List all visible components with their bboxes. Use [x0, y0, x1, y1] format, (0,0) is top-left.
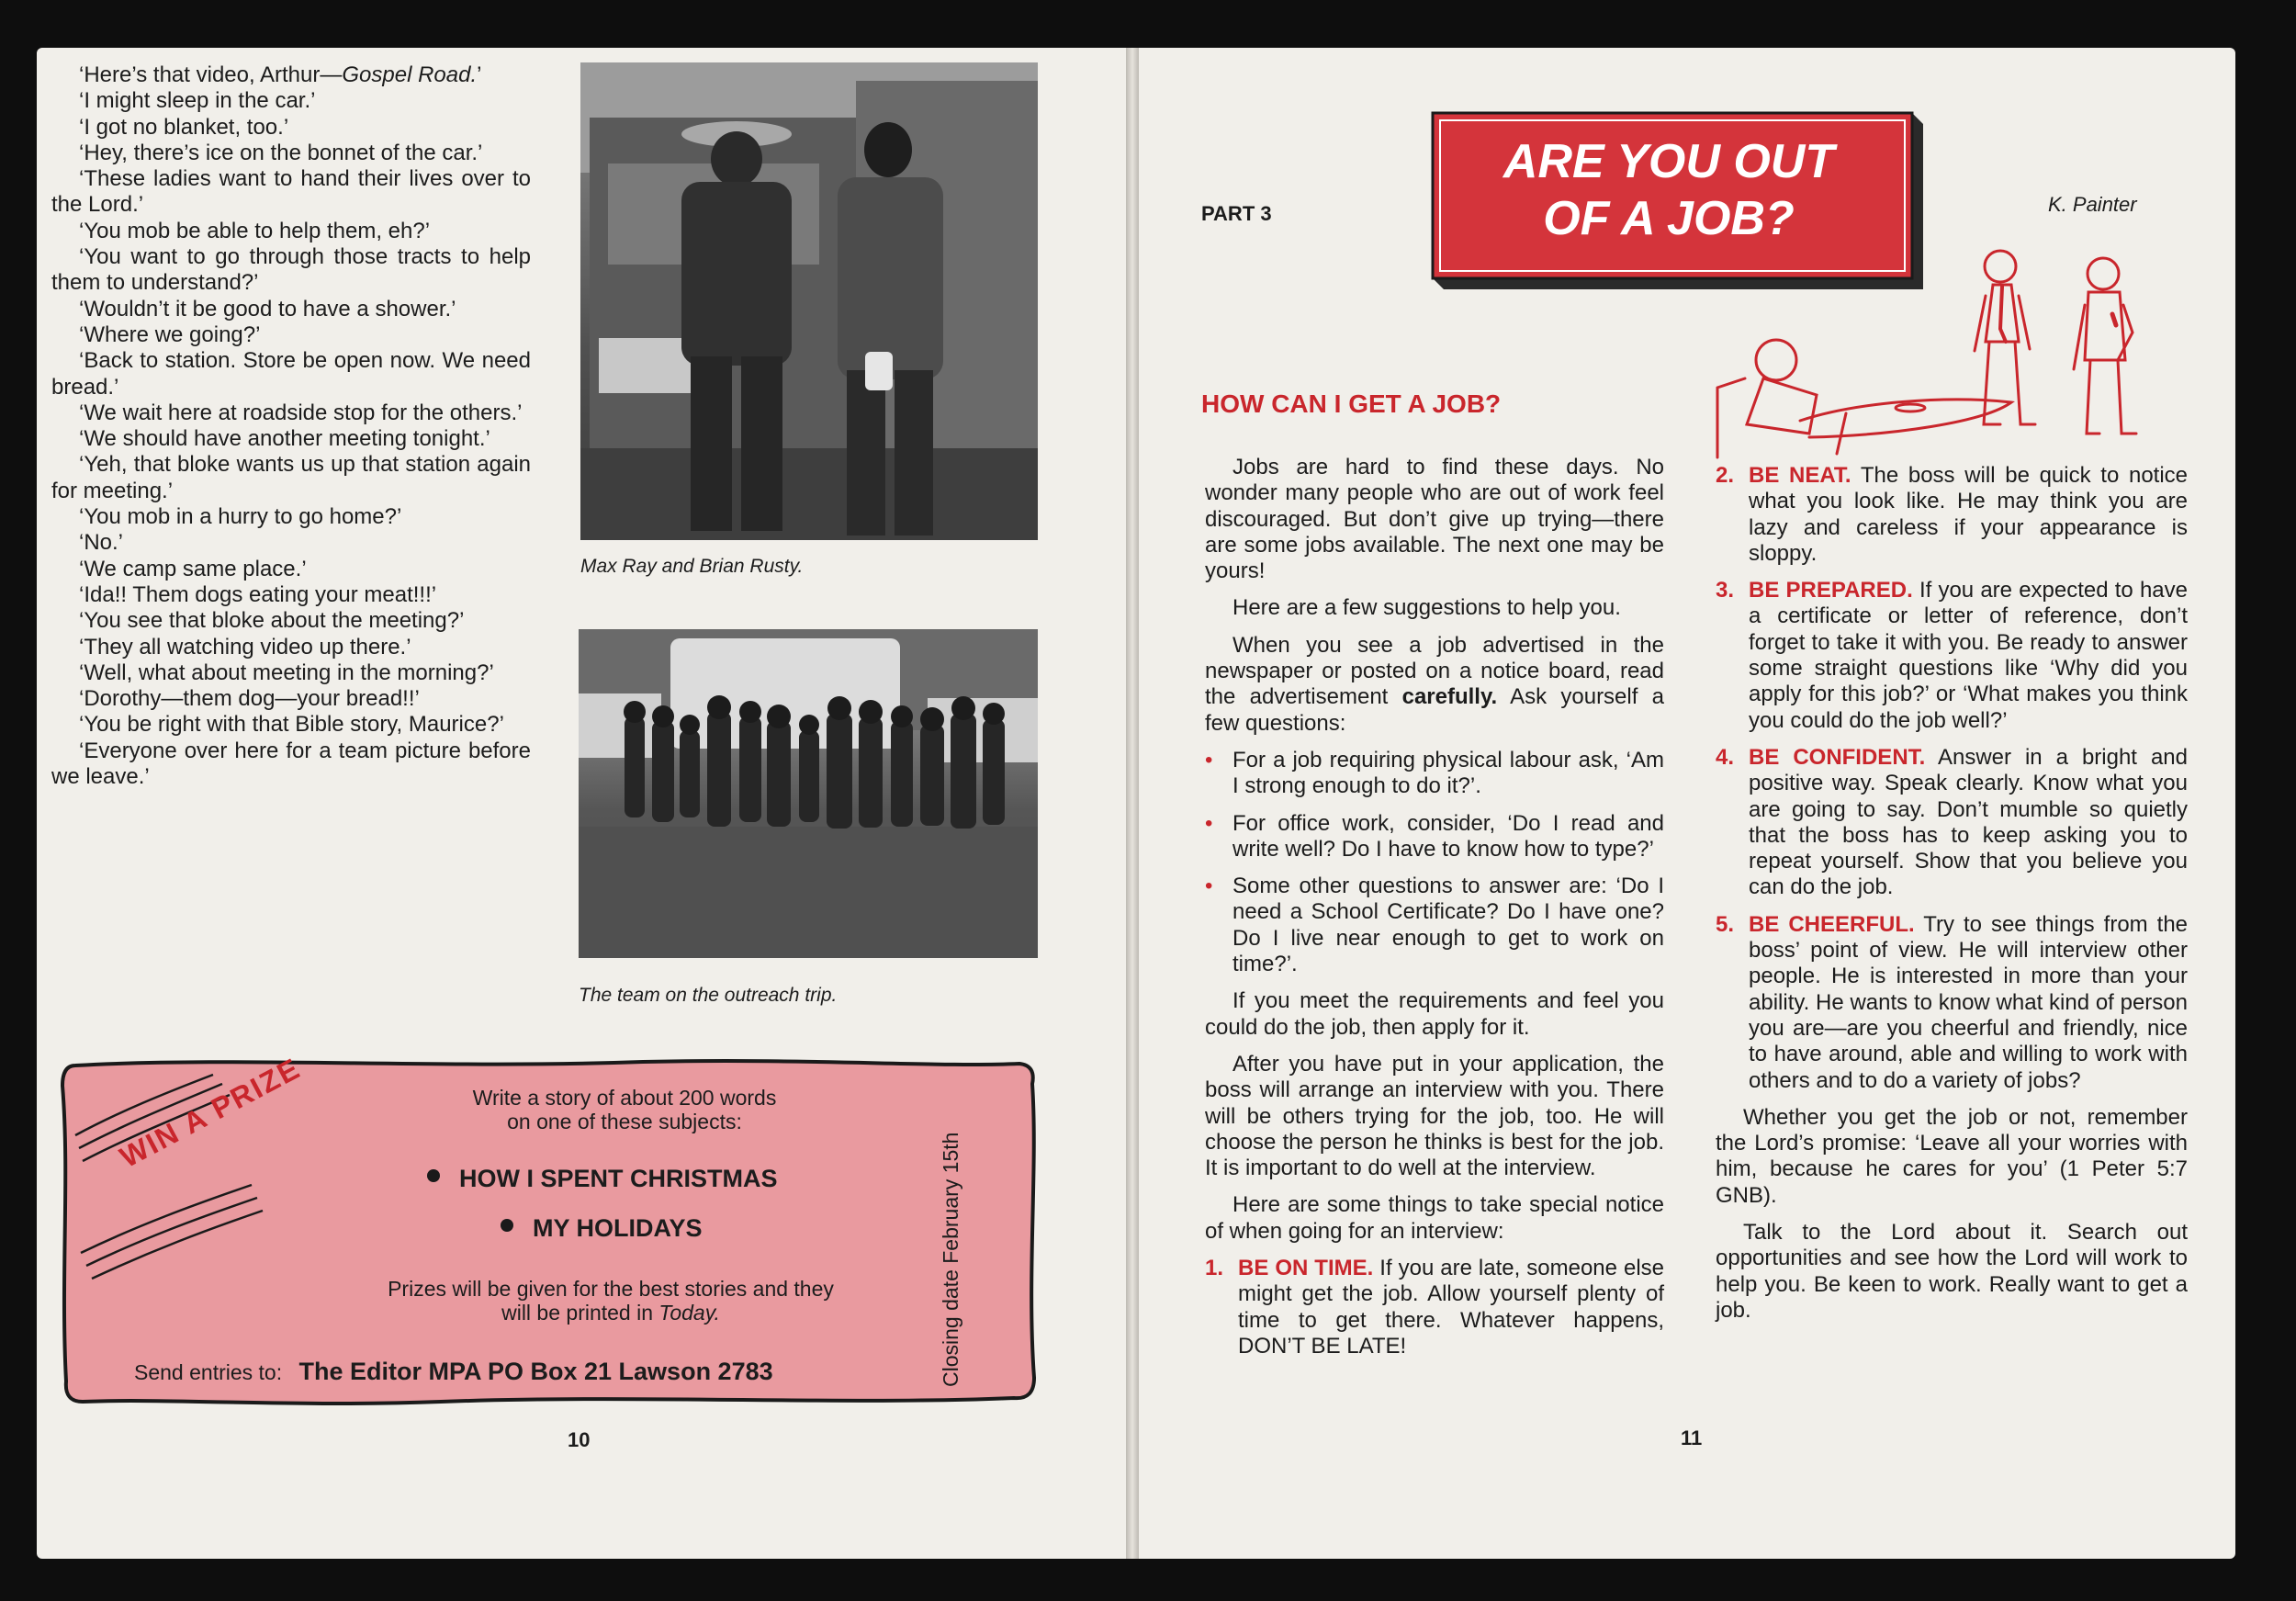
prize-competition-box [55, 1051, 1043, 1411]
title-line-1: ARE YOU OUT [1503, 135, 1835, 188]
tip-5-title: BE CHEERFUL. [1749, 911, 1915, 937]
prize-line-1: Write a story of about 200 words [472, 1086, 777, 1110]
advert-text-2: Ask yourself a few questions: [1205, 684, 1664, 736]
tip-5-text: Try to see things from the boss’ point of view. He will interview other people. He is interested in more than your ability. He wants to know what kind of person you are—are you cheerful and friendly, nice to have around, able and willing to work with others and to do a variety of jobs? [1749, 911, 2189, 1093]
article-title [1425, 133, 1912, 247]
after-paragraph: After you have put in your application, the boss will arrange an interview with you. There will be others trying for the job, too. He will choose the person he thinks is best for the job. It is important to do well at the interview. [1205, 1051, 1664, 1181]
tip-3-title: BE PREPARED. [1749, 578, 1913, 603]
photo-outreach-team [579, 629, 1038, 958]
dialogue-line: ‘No.’ [79, 530, 124, 556]
bullet-2: • For office work, consider, ‘Do I read and write well? Do I have to know how to type?’ [1205, 811, 1664, 863]
dialogue-line: ‘You mob in a hurry to go home?’ [79, 504, 402, 530]
advert-bold: carefully. [1401, 684, 1498, 710]
dialogue-line: ‘Hey, there’s ice on the bonnet of the car.’ [79, 140, 483, 165]
whether-paragraph: Whether you get the job or not, remember the Lord’s promise: ‘Leave all your worries with him, because he cares for you’ (1 Peter 5:7 GNB). [1716, 1104, 2188, 1208]
dialogue-line: ‘Where we going?’ [79, 321, 261, 347]
prize-line-3: Prizes will be given for the best stories and they [388, 1277, 834, 1301]
dialogue-line: ‘Yeh, that bloke wants us up that station again for meeting.’ [51, 452, 531, 503]
tip-1-number: 1. [1205, 1256, 1224, 1281]
author: K. Painter [2048, 193, 2137, 216]
video-title: Gospel Road. [342, 62, 478, 87]
photo-max-ray-brian-rusty [580, 62, 1038, 540]
tip-2 [1716, 463, 2188, 567]
tip-4-number: 4. [1716, 744, 1735, 770]
article-column-2 [1716, 463, 2188, 1324]
prize-send-entries [134, 1358, 773, 1386]
dialogue-line: ‘Ida!! Them dogs eating your meat!!!’ [79, 581, 437, 607]
tip-1-title: BE ON TIME. [1238, 1256, 1374, 1281]
dialogue-line: ‘We wait here at roadside stop for the others.’ [79, 400, 523, 425]
dialogue-line: ‘Here’s that video, Arthur—Gospel Road.’ [79, 62, 482, 87]
prize-line-2: on one of these subjects: [507, 1110, 742, 1133]
tip-4-text: Answer in a bright and positive way. Speak clearly. Know what you are going to say. Don’t mumble so quietly that the boss has to keep asking you to repeat yourself. Show that you believe you can do the job. [1749, 744, 2188, 900]
tip-5-number: 5. [1716, 911, 1735, 937]
prize-subject-2-text: MY HOLIDAYS [533, 1214, 703, 1242]
dialogue-line: ‘They all watching video up there.’ [79, 634, 411, 660]
tip-4 [1716, 745, 2188, 901]
advert-text-1: When you see a job advertised in the newspaper or posted on a notice board, read the advertisement [1205, 632, 1664, 710]
tip-2-text: The boss will be quick to notice what you look like. He may think you are lazy and careless if your appearance is sloppy. [1749, 463, 2189, 566]
section-heading: HOW CAN I GET A JOB? [1201, 389, 1502, 418]
dialogue-line: ‘These ladies want to hand their lives over to the Lord.’ [51, 166, 531, 218]
dialogue-line: ‘Everyone over here for a team picture before we leave.’ [51, 738, 531, 790]
suggestions-paragraph: Here are a few suggestions to help you. [1232, 595, 1621, 621]
advert-paragraph [1205, 633, 1664, 737]
interview-illustration [1708, 241, 2186, 461]
dialogue-line: ‘Wouldn’t it be good to have a shower.’ [79, 296, 456, 321]
dialogue-line: ‘You mob be able to help them, eh?’ [79, 218, 431, 243]
notice-paragraph: Here are some things to take special notice of when going for an interview: [1205, 1192, 1664, 1244]
dialogue-line: ‘You be right with that Bible story, Maurice?’ [79, 712, 504, 738]
page-number-left: 10 [568, 1428, 591, 1451]
article-column-1 [1205, 455, 1664, 1359]
tip-2-title: BE NEAT. [1749, 463, 1851, 488]
photo2-caption: The team on the outreach trip. [579, 985, 838, 1006]
page-number-right: 11 [1681, 1426, 1703, 1449]
dialogue-line: ‘Dorothy—them dog—your bread!!’ [79, 686, 420, 712]
bullet-3: • Some other questions to answer are: ‘Do I need a School Certificate? Do I have one? Do I live near enough to get to work on time?’. [1205, 874, 1664, 977]
dialogue-line: ‘We camp same place.’ [79, 556, 307, 581]
tip-1 [1205, 1256, 1664, 1359]
part-label: PART 3 [1201, 202, 1272, 225]
prize-address: The Editor MPA PO Box 21 Lawson 2783 [298, 1358, 773, 1385]
tip-3-text: If you are expected to have a certificate or letter of reference, don’t forget to take it with you. Be ready to answer some straight questions like ‘Why did you apply for this job?’ or ‘What makes you think you could do the job well?’ [1749, 578, 2188, 733]
dialogue-line: ‘I got no blanket, too.’ [79, 114, 289, 140]
title-line-2: OF A JOB? [1543, 192, 1795, 245]
prize-line-4: will be printed in Today. [501, 1301, 720, 1325]
photo1-caption: Max Ray and Brian Rusty. [580, 556, 804, 577]
tip-3-number: 3. [1716, 578, 1735, 603]
tip-2-number: 2. [1716, 463, 1735, 488]
dialogue-column [51, 62, 531, 790]
magazine-title: Today. [658, 1301, 720, 1325]
send-label: Send entries to: [134, 1360, 283, 1384]
dialogue-line: ‘You see that bloke about the meeting?’ [79, 608, 465, 634]
tip-3 [1716, 578, 2188, 734]
dialogue-line: ‘I might sleep in the car.’ [79, 88, 316, 114]
talk-paragraph: Talk to the Lord about it. Search out opportunities and see how the Lord will work to help you. Be keen to work. Really want to get a job. [1716, 1220, 2188, 1323]
prize-subject-2 [505, 1214, 703, 1243]
dialogue-line: ‘Well, what about meeting in the morning?’ [79, 660, 494, 685]
prize-subject-1-text: HOW I SPENT CHRISTMAS [459, 1165, 778, 1192]
tip-5 [1716, 912, 2188, 1094]
dialogue-line: ‘Back to station. Store be open now. We need bread.’ [51, 348, 531, 400]
dialogue-line: ‘You want to go through those tracts to help them to understand?’ [51, 244, 531, 296]
book-gutter [1126, 48, 1139, 1559]
tip-1-text: If you are late, someone else might get the job. Allow yourself plenty of time to get there. Whatever happens, DON’T BE LATE! [1238, 1256, 1665, 1359]
dialogue-line: ‘We should have another meeting tonight.’ [79, 426, 490, 452]
meet-paragraph: If you meet the requirements and feel you could do the job, then apply for it. [1205, 988, 1664, 1040]
bullet-1: • For a job requiring physical labour ask, ‘Am I strong enough to do it?’. [1205, 748, 1664, 800]
win-a-prize-heading: WIN A PRIZE [114, 1051, 307, 1175]
prize-subject-1 [432, 1165, 778, 1193]
closing-date: Closing date February 15th [939, 1132, 962, 1387]
tip-4-title: BE CONFIDENT. [1749, 744, 1926, 770]
intro-paragraph: Jobs are hard to find these days. No wonder many people who are out of work feel discouraged. But don’t give up trying—there are some jobs available. The next one may be yours! [1205, 455, 1664, 584]
